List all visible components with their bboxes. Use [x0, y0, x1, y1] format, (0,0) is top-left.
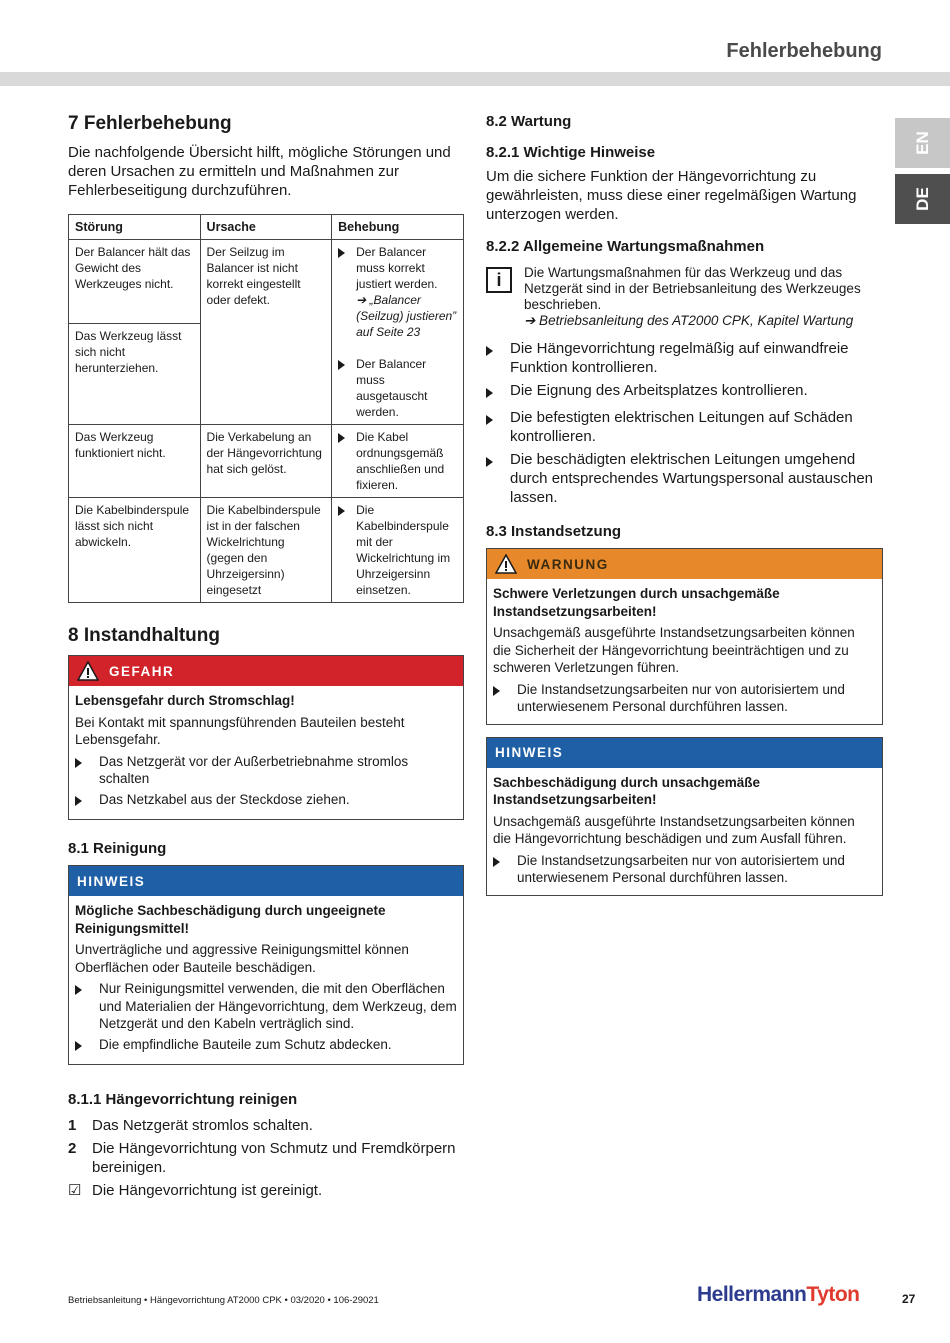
section-8-2-heading: 8.2 Wartung — [486, 113, 572, 130]
bullet-triangle-icon — [338, 506, 345, 516]
table-row — [69, 498, 464, 603]
table-row — [69, 240, 464, 324]
table-bullet — [338, 429, 457, 493]
bullet-triangle-icon — [75, 796, 82, 806]
table-cell — [69, 425, 201, 498]
section-7-heading: 7 Fehlerbehebung — [68, 113, 232, 134]
warning-title: Schwere Verletzungen durch unsachgemäße Instandsetzungsarbeiten! — [493, 586, 780, 619]
table-row — [69, 425, 464, 498]
bullet-triangle-icon — [338, 433, 345, 443]
notice-text: Unsachgemäß ausgeführte Instandsetzungsarbeiten können die Hängevorrichtung beschädigen und zum Ausfall führen. — [493, 813, 855, 846]
section-8-1-heading: 8.1 Reinigung — [68, 840, 167, 857]
notice-label: HINWEIS — [77, 873, 146, 889]
bullet-triangle-icon — [486, 346, 493, 356]
brand-logo — [697, 1283, 859, 1307]
lang-tab-de-label: DE — [912, 187, 932, 211]
result-text: Die Hängevorrichtung ist gereinigt. — [92, 1182, 323, 1199]
table-bullet — [338, 244, 457, 292]
notice-label: HINWEIS — [495, 745, 564, 760]
list-item-text: Nur Reinigungsmittel verwenden, die mit den Oberflächen und Materialien der Hängevorrichtung, dem Werkzeug, dem Netzgerät und den Kabeln verträglich sind. — [99, 981, 457, 1031]
table-bullet — [338, 502, 457, 598]
warning-box-header — [487, 549, 882, 579]
list-item-text: Die Hängevorrichtung regelmäßig auf einwandfreie Funktion kontrollieren. — [510, 340, 849, 376]
maintenance-bullet-list — [486, 339, 883, 507]
list-item — [493, 681, 876, 716]
table-cell — [332, 240, 464, 425]
notice-box-body — [487, 768, 882, 895]
warning-triangle-icon — [77, 661, 99, 681]
notice-title: Mögliche Sachbeschädigung durch ungeeignete Reinigungsmittel! — [75, 903, 386, 936]
warning-text: Unsachgemäß ausgeführte Instandsetzungsarbeiten können die Sicherheit der Hängevorrichtung beeinträchtigen und zu schweren Verletzungen führen. — [493, 625, 855, 675]
cell-text: Das Werkzeug funktioniert nicht. — [75, 430, 166, 460]
list-item-text: Das Netzkabel aus der Steckdose ziehen. — [99, 791, 350, 807]
running-title: Fehlerbehebung — [726, 40, 882, 62]
table-cell — [200, 498, 332, 603]
notice-box — [486, 737, 883, 896]
section-7-intro: Die nachfolgende Übersicht hilft, mögliche Störungen und deren Ursachen zu ermitteln und Maßnahmen zur Fehlerbeseitigung durchzuführen. — [68, 144, 451, 199]
notice-box-header — [69, 866, 463, 896]
section-8-2-2-heading: 8.2.2 Allgemeine Wartungsmaßnahmen — [486, 238, 765, 255]
step-number: 2 — [68, 1140, 77, 1157]
bullet-triangle-icon — [486, 457, 493, 467]
table-cell — [332, 498, 464, 603]
cross-reference-link[interactable]: ➔ Betriebsanleitung des AT2000 CPK, Kapitel Wartung — [524, 313, 854, 328]
step-list — [68, 1116, 464, 1200]
list-item — [75, 980, 457, 1033]
table-header-row — [69, 215, 464, 240]
table-bullet — [338, 356, 457, 420]
list-item — [75, 1036, 457, 1057]
table-cell — [200, 425, 332, 498]
cross-reference-link[interactable]: ➔ „Balancer (Seilzug) justieren” auf Seite 23 — [356, 293, 457, 339]
danger-box — [68, 655, 464, 820]
section-8-1-1-heading: 8.1.1 Hängevorrichtung reinigen — [68, 1091, 298, 1108]
notice-box-body — [69, 896, 463, 1064]
list-item-text: Die empfindliche Bauteile zum Schutz abdecken. — [99, 1036, 392, 1052]
list-item — [486, 450, 883, 507]
bullet-triangle-icon — [493, 857, 500, 867]
list-item — [75, 791, 457, 812]
footer-doc-info: Betriebsanleitung • Hängevorrichtung AT2000 CPK • 03/2020 • 106-29021 — [68, 1295, 379, 1306]
bullet-triangle-icon — [75, 758, 82, 768]
cell-text: Das Werkzeug lässt sich nicht herunterziehen. — [75, 329, 182, 376]
page-number: 27 — [902, 1292, 916, 1306]
danger-title: Lebensgefahr durch Stromschlag! — [75, 693, 295, 708]
checkbox-checked-icon: ☑ — [68, 1182, 82, 1199]
table-cell — [69, 240, 201, 324]
left-column — [68, 113, 464, 1204]
bullet-triangle-icon — [486, 415, 493, 425]
list-item-text: Die Instandsetzungsarbeiten nur von autorisiertem und unterwiesenem Personal durchführen lassen. — [517, 681, 845, 714]
warning-triangle-icon — [495, 554, 517, 574]
info-note-text — [524, 265, 883, 329]
table-cell — [200, 240, 332, 425]
list-item-text: Das Netzgerät vor der Außerbetriebnahme stromlos schalten — [99, 753, 409, 786]
step-number: 1 — [68, 1117, 77, 1134]
cell-text: Die Kabelbinderspule lässt sich nicht abwickeln. — [75, 503, 190, 549]
info-note — [486, 265, 883, 329]
troubleshooting-table — [68, 214, 464, 603]
warning-label: WARNUNG — [527, 556, 609, 572]
step-item — [68, 1116, 464, 1135]
info-icon: i — [486, 267, 512, 293]
lang-tab-de[interactable] — [895, 174, 950, 224]
cell-text: Der Balancer hält das Gewicht des Werkzeuges nicht. — [75, 245, 191, 291]
header-rule — [0, 72, 950, 86]
step-item — [68, 1139, 464, 1177]
right-column — [486, 113, 883, 916]
notice-box — [68, 865, 464, 1065]
bullet-triangle-icon — [338, 360, 345, 370]
info-text: Die Wartungsmaßnahmen für das Werkzeug und das Netzgerät sind in der Betriebsanleitung des Werkzeuges beschrieben. — [524, 265, 861, 312]
bullet-triangle-icon — [75, 985, 82, 995]
cell-text: Die Kabelbinderspule mit der Wickelrichtung im Uhrzeigersinn einsetzen. — [356, 503, 451, 597]
notice-box-header — [487, 738, 882, 768]
cell-text: Die Kabelbinderspule ist in der falschen Wickelrichtung (gegen den Uhrzeigersinn) eingesetzt — [206, 503, 321, 597]
list-item-text: Die Instandsetzungsarbeiten nur von autorisiertem und unterwiesenem Personal durchführen lassen. — [517, 852, 845, 885]
danger-box-header — [69, 656, 463, 686]
table-cell — [69, 324, 201, 425]
danger-label: GEFAHR — [109, 663, 175, 679]
section-8-heading: 8 Instandhaltung — [68, 625, 220, 646]
list-item — [486, 381, 883, 404]
notice-text: Unverträgliche und aggressive Reinigungsmittel können Oberflächen oder Bauteile beschädigen. — [75, 942, 409, 975]
step-text: Das Netzgerät stromlos schalten. — [92, 1117, 313, 1134]
table-header-cell: Behebung — [332, 215, 464, 240]
table-cell — [69, 498, 201, 603]
cell-text: Die Verkabelung an der Hängevorrichtung hat sich gelöst. — [206, 430, 322, 476]
bullet-triangle-icon — [75, 1041, 82, 1051]
lang-tab-en[interactable] — [895, 118, 950, 168]
notice-title: Sachbeschädigung durch unsachgemäße Instandsetzungsarbeiten! — [493, 774, 761, 807]
list-item-text: Die Eignung des Arbeitsplatzes kontrollieren. — [510, 382, 808, 399]
warning-box-body — [487, 579, 882, 724]
section-8-2-1-text: Um die sichere Funktion der Hängevorrichtung zu gewährleisten, muss diese einer regelmäßigen Wartung unterzogen werden. — [486, 168, 857, 223]
bullet-triangle-icon — [486, 388, 493, 398]
table-reference — [338, 292, 457, 340]
brand-logo-part2: Tyton — [806, 1283, 860, 1306]
table-header-cell: Ursache — [200, 215, 332, 240]
table-header-cell: Störung — [69, 215, 201, 240]
list-item — [486, 339, 883, 377]
cell-text: Der Balancer muss ausgetauscht werden. — [356, 357, 428, 419]
list-item-text: Die beschädigten elektrischen Leitungen umgehend durch entsprechendes Wartungspersonal austauschen lassen. — [510, 451, 874, 506]
list-item — [493, 852, 876, 887]
table-cell — [332, 425, 464, 498]
danger-box-body — [69, 686, 463, 819]
cell-text: Der Seilzug im Balancer ist nicht korrekt eingestellt oder defekt. — [206, 245, 301, 307]
result-item — [68, 1181, 464, 1200]
list-item — [75, 753, 457, 788]
section-8-3-heading: 8.3 Instandsetzung — [486, 523, 622, 540]
bullet-triangle-icon — [338, 248, 345, 258]
section-8-2-1-heading: 8.2.1 Wichtige Hinweise — [486, 144, 656, 161]
warning-box — [486, 548, 883, 725]
bullet-triangle-icon — [493, 686, 500, 696]
danger-text: Bei Kontakt mit spannungsführenden Bauteilen besteht Lebensgefahr. — [75, 714, 405, 747]
brand-logo-part1: Hellermann — [697, 1283, 807, 1306]
step-text: Die Hängevorrichtung von Schmutz und Fremdkörpern bereinigen. — [92, 1140, 456, 1176]
cell-text: Der Balancer muss korrekt justiert werden. — [356, 245, 438, 291]
cell-text: Die Kabel ordnungsgemäß anschließen und fixieren. — [356, 430, 445, 492]
lang-tab-en-label: EN — [912, 131, 932, 155]
list-item — [486, 408, 883, 446]
list-item-text: Die befestigten elektrischen Leitungen auf Schäden kontrollieren. — [510, 409, 853, 445]
